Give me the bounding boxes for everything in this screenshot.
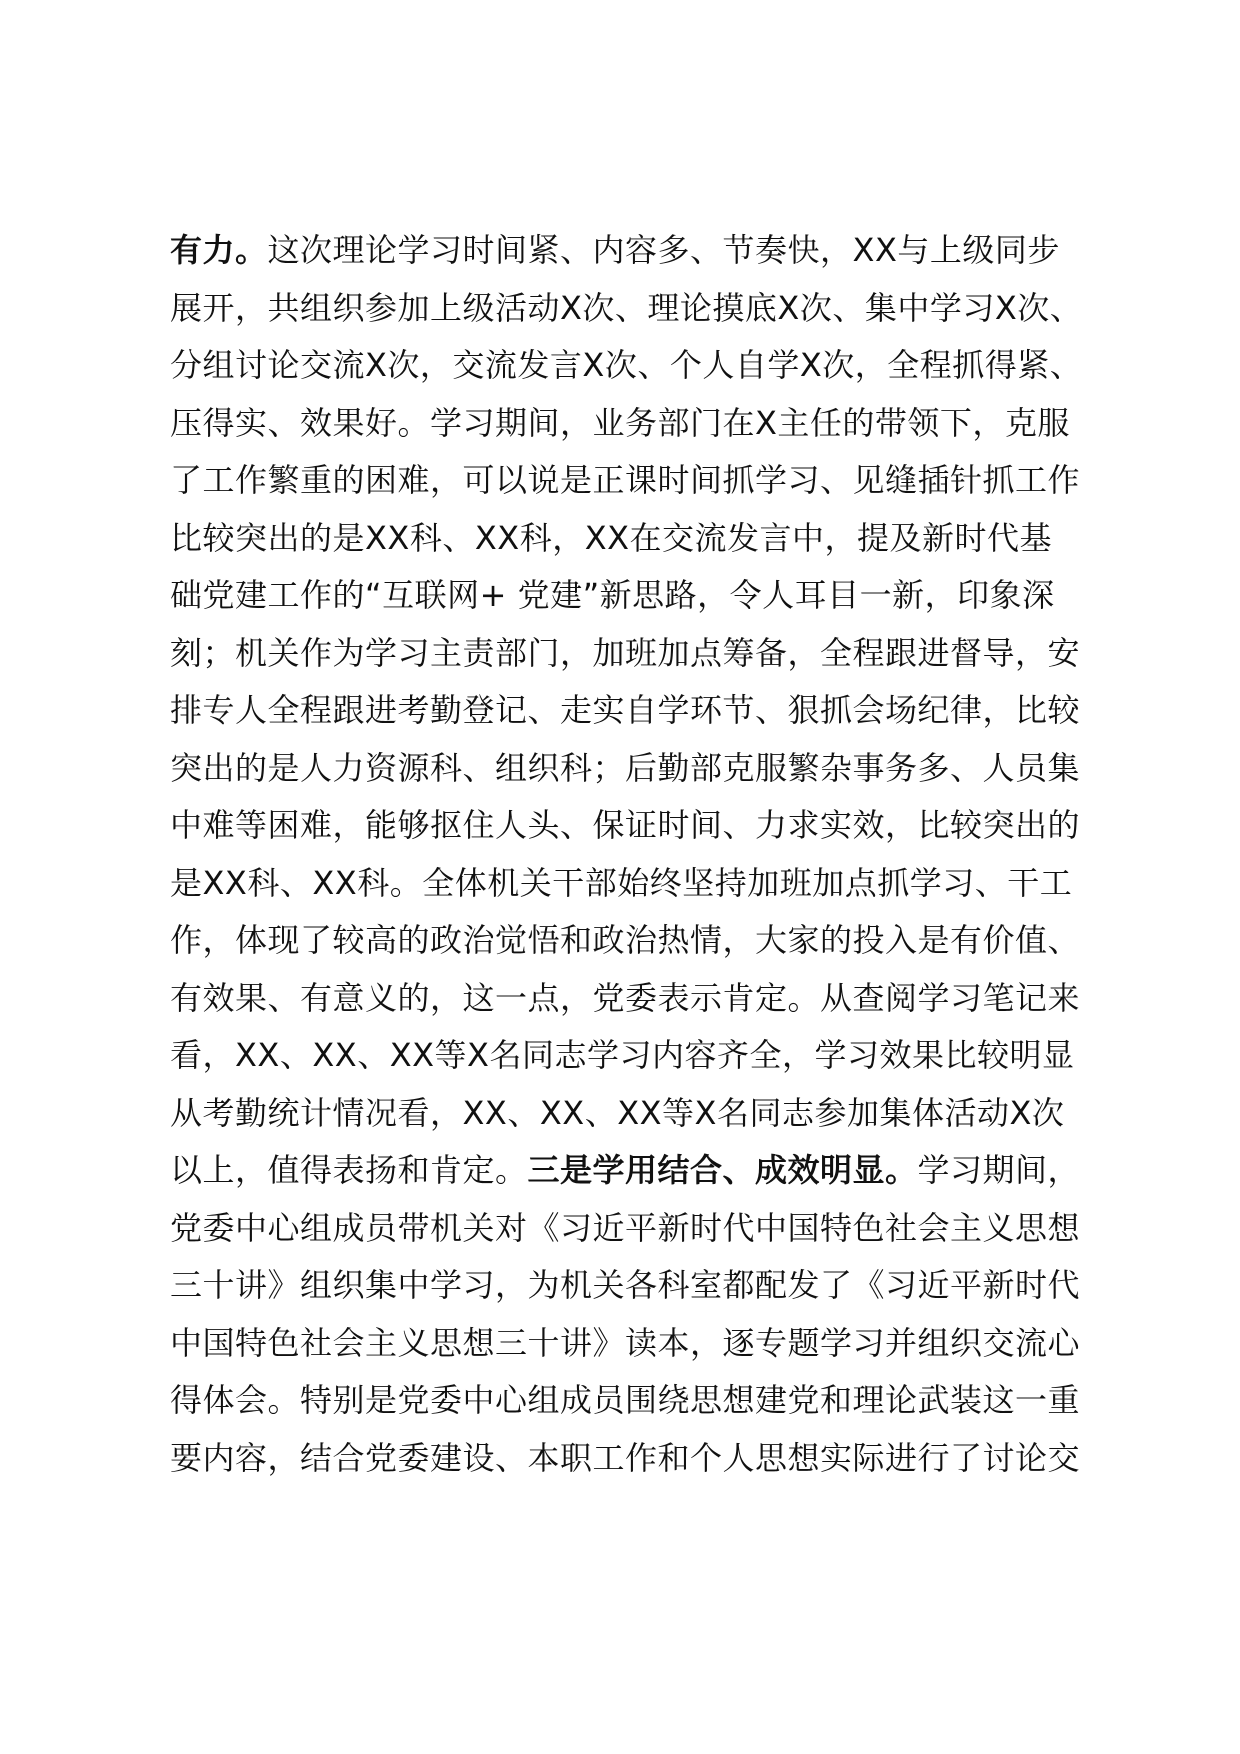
paragraph-text: 是XX科、XX科。全体机关干部始终坚持加班加点抓学习、干工 <box>170 863 1073 902</box>
paragraph-text: 分组讨论交流X次，交流发言X次、个人自学X次，全程抓得紧、 <box>170 346 1083 384</box>
paragraph-text: 以上，值得表扬和肯定。 <box>170 1151 528 1189</box>
paragraph-text: 了工作繁重的困难，可以说是正课时间抓学习、见缝插针抓工作 <box>170 461 1081 499</box>
paragraph-text: 要内容，结合党委建设、本职工作和个人思想实际进行了讨论交 <box>170 1438 1081 1477</box>
paragraph-text: 看，XX、XX、XX等X名同志学习内容齐全，学习效果比较明显 <box>170 1036 1075 1074</box>
text-line <box>170 855 1110 913</box>
paragraph-text: 比较突出的是XX科、XX科，XX在交流发言中，提及新时代基 <box>170 518 1053 557</box>
text-line <box>170 1142 1110 1200</box>
paragraph-text: 刻；机关作为学习主责部门，加班加点筹备，全程跟进督导，安 <box>170 633 1081 672</box>
paragraph-text: 这次理论学习时间紧、内容多、节奏快，XX与上级同步 <box>267 231 1060 269</box>
text-line <box>170 970 1110 1028</box>
text-line <box>170 625 1110 683</box>
text-line <box>170 452 1110 510</box>
paragraph-text: 从考勤统计情况看，XX、XX、XX等X名同志参加集体活动X次 <box>170 1093 1065 1132</box>
text-line <box>170 1315 1110 1373</box>
paragraph-text: 作，体现了较高的政治觉悟和政治热情，大家的投入是有价值、 <box>170 921 1081 959</box>
paragraph-text: 三十讲》组织集中学习，为机关各科室都配发了《习近平新时代 <box>170 1266 1081 1304</box>
text-line <box>170 222 1110 280</box>
text-line <box>170 1257 1110 1315</box>
paragraph-text: 中国特色社会主义思想三十讲》读本，逐专题学习并组织交流心 <box>170 1323 1081 1362</box>
text-line <box>170 912 1110 970</box>
paragraph-text: 有效果、有意义的，这一点，党委表示肯定。从查阅学习笔记来 <box>170 978 1081 1017</box>
paragraph-text: 突出的是人力资源科、组织科；后勤部克服繁杂事务多、人员集 <box>170 748 1081 787</box>
bold-heading-text: 三是学用结合、成效明显。 <box>527 1151 918 1189</box>
text-line <box>170 797 1110 855</box>
paragraph-text: 学习期间， <box>917 1151 1081 1189</box>
text-line <box>170 740 1110 798</box>
paragraph-text: 中难等困难，能够抠住人头、保证时间、力求实效，比较突出的 <box>170 806 1081 844</box>
text-line <box>170 1027 1110 1085</box>
paragraph-text: 得体会。特别是党委中心组成员围绕思想建党和理论武装这一重 <box>170 1381 1081 1419</box>
text-line <box>170 280 1110 338</box>
body-text <box>170 222 1110 1487</box>
paragraph-text: 压得实、效果好。学习期间，业务部门在X主任的带领下，克服 <box>170 403 1070 442</box>
text-line <box>170 1430 1110 1488</box>
bold-heading-text: 有力。 <box>170 231 268 269</box>
text-line <box>170 567 1110 625</box>
text-line <box>170 1200 1110 1258</box>
text-line <box>170 510 1110 568</box>
paragraph-text: 展开，共组织参加上级活动X次、理论摸底X次、集中学习X次、 <box>170 288 1083 327</box>
text-line <box>170 395 1110 453</box>
text-line <box>170 337 1110 395</box>
text-line <box>170 1085 1110 1143</box>
paragraph-text: 排专人全程跟进考勤登记、走实自学环节、狠抓会场纪律，比较 <box>170 691 1081 729</box>
text-line <box>170 682 1110 740</box>
paragraph-text: 础党建工作的“互联网+ 党建”新思路，令人耳目一新，印象深 <box>170 576 1055 614</box>
paragraph-text: 党委中心组成员带机关对《习近平新时代中国特色社会主义思想 <box>170 1208 1081 1247</box>
text-line <box>170 1372 1110 1430</box>
